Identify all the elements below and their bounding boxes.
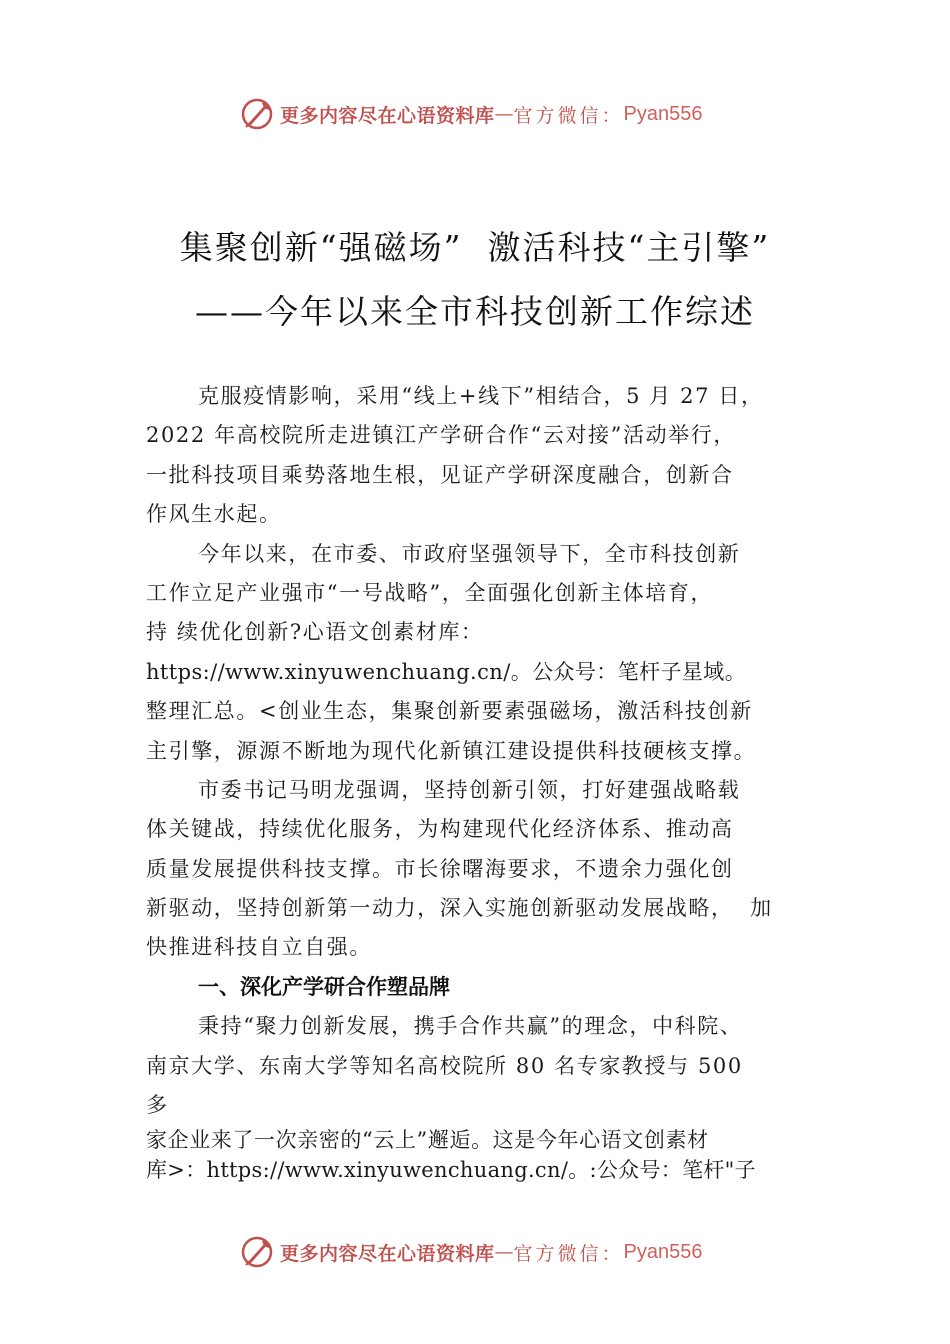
- text-line: https://www.xinyuwenchuang.cn/。公众号：笔杆子星域。: [146, 659, 747, 684]
- text-line: 秉持“聚力创新发展，携手合作共赢”的理念，中科院、: [198, 1014, 743, 1039]
- watermark-wechat-id: Pyan556: [623, 102, 703, 125]
- text-line: 多: [146, 1093, 169, 1118]
- quill-pen-logo-icon: [240, 1235, 274, 1269]
- text-line: 质量发展提供科技支撑。市长徐曙海要求，不遗余力强化创: [146, 856, 734, 881]
- text-line: 体关键战，持续优化服务，为构建现代化经济体系、推动高: [146, 817, 734, 842]
- text-line: 持 续优化创新?心语文创素材库：: [146, 620, 484, 645]
- header-watermark: [240, 96, 703, 132]
- text-line: 整理汇总。<创业生态，集聚创新要素强磁场，激活科技创新: [146, 699, 753, 724]
- text-line: 库>：https://www.xinyuwenchuang.cn/。:公众号：笔杆"子: [146, 1158, 756, 1183]
- article-body: [146, 377, 836, 1185]
- text-line: 市委书记马明龙强调，坚持创新引领，打好建强战略载: [198, 777, 741, 802]
- text-line: 南京大学、东南大学等知名高校院所 80 名专家教授与 500: [146, 1053, 743, 1078]
- text-line: 一批科技项目乘势落地生根，见证产学研深度融合，创新合: [146, 462, 734, 487]
- text-line: 快推进科技自立自强。: [146, 935, 372, 960]
- watermark-wechat-label: 官方微信：: [513, 1242, 624, 1265]
- watermark-wechat-id: Pyan556: [623, 1240, 703, 1263]
- text-line: 新驱动，坚持创新第一动力，深入实施创新驱动发展战略， 加: [146, 896, 773, 921]
- quill-pen-logo-icon: [240, 97, 274, 131]
- text-line: 工作立足产业强市“一号战略”，全面强化创新主体培育，: [146, 580, 714, 605]
- paragraph-1: [146, 377, 836, 535]
- watermark-brand: 更多内容尽在心语资料库: [280, 104, 495, 127]
- page-title: 集聚创新“强磁场” 激活科技“主引擎”: [179, 228, 771, 267]
- text-line: 家企业来了一次亲密的“云上”邂逅。这是今年心语文创素材: [146, 1128, 709, 1153]
- paragraph-2: [146, 535, 836, 771]
- watermark-separator: —: [494, 1241, 514, 1263]
- text-line: 2022 年高校院所走进镇江产学研合作“云对接”活动举行，: [146, 423, 736, 448]
- text-line: 主引擎，源源不断地为现代化新镇江建设提供科技硬核支撑。: [146, 738, 757, 763]
- paragraph-4: [146, 1007, 836, 1185]
- watermark-brand: 更多内容尽在心语资料库: [280, 1242, 495, 1265]
- watermark-wechat-label: 官方微信：: [513, 104, 624, 127]
- text-line: 今年以来，在市委、市政府坚强领导下，全市科技创新: [198, 541, 741, 566]
- page-subtitle: ——今年以来全市科技创新工作综述: [195, 292, 755, 331]
- section-heading: 一、深化产学研合作塑品牌: [198, 974, 450, 999]
- text-line: 作风生水起。: [146, 502, 282, 527]
- paragraph-3: [146, 771, 836, 968]
- watermark-separator: —: [494, 103, 514, 125]
- text-line: 克服疫情影响，采用“线上+线下”相结合，5 月 27 日，: [198, 384, 764, 408]
- footer-watermark: [240, 1234, 703, 1270]
